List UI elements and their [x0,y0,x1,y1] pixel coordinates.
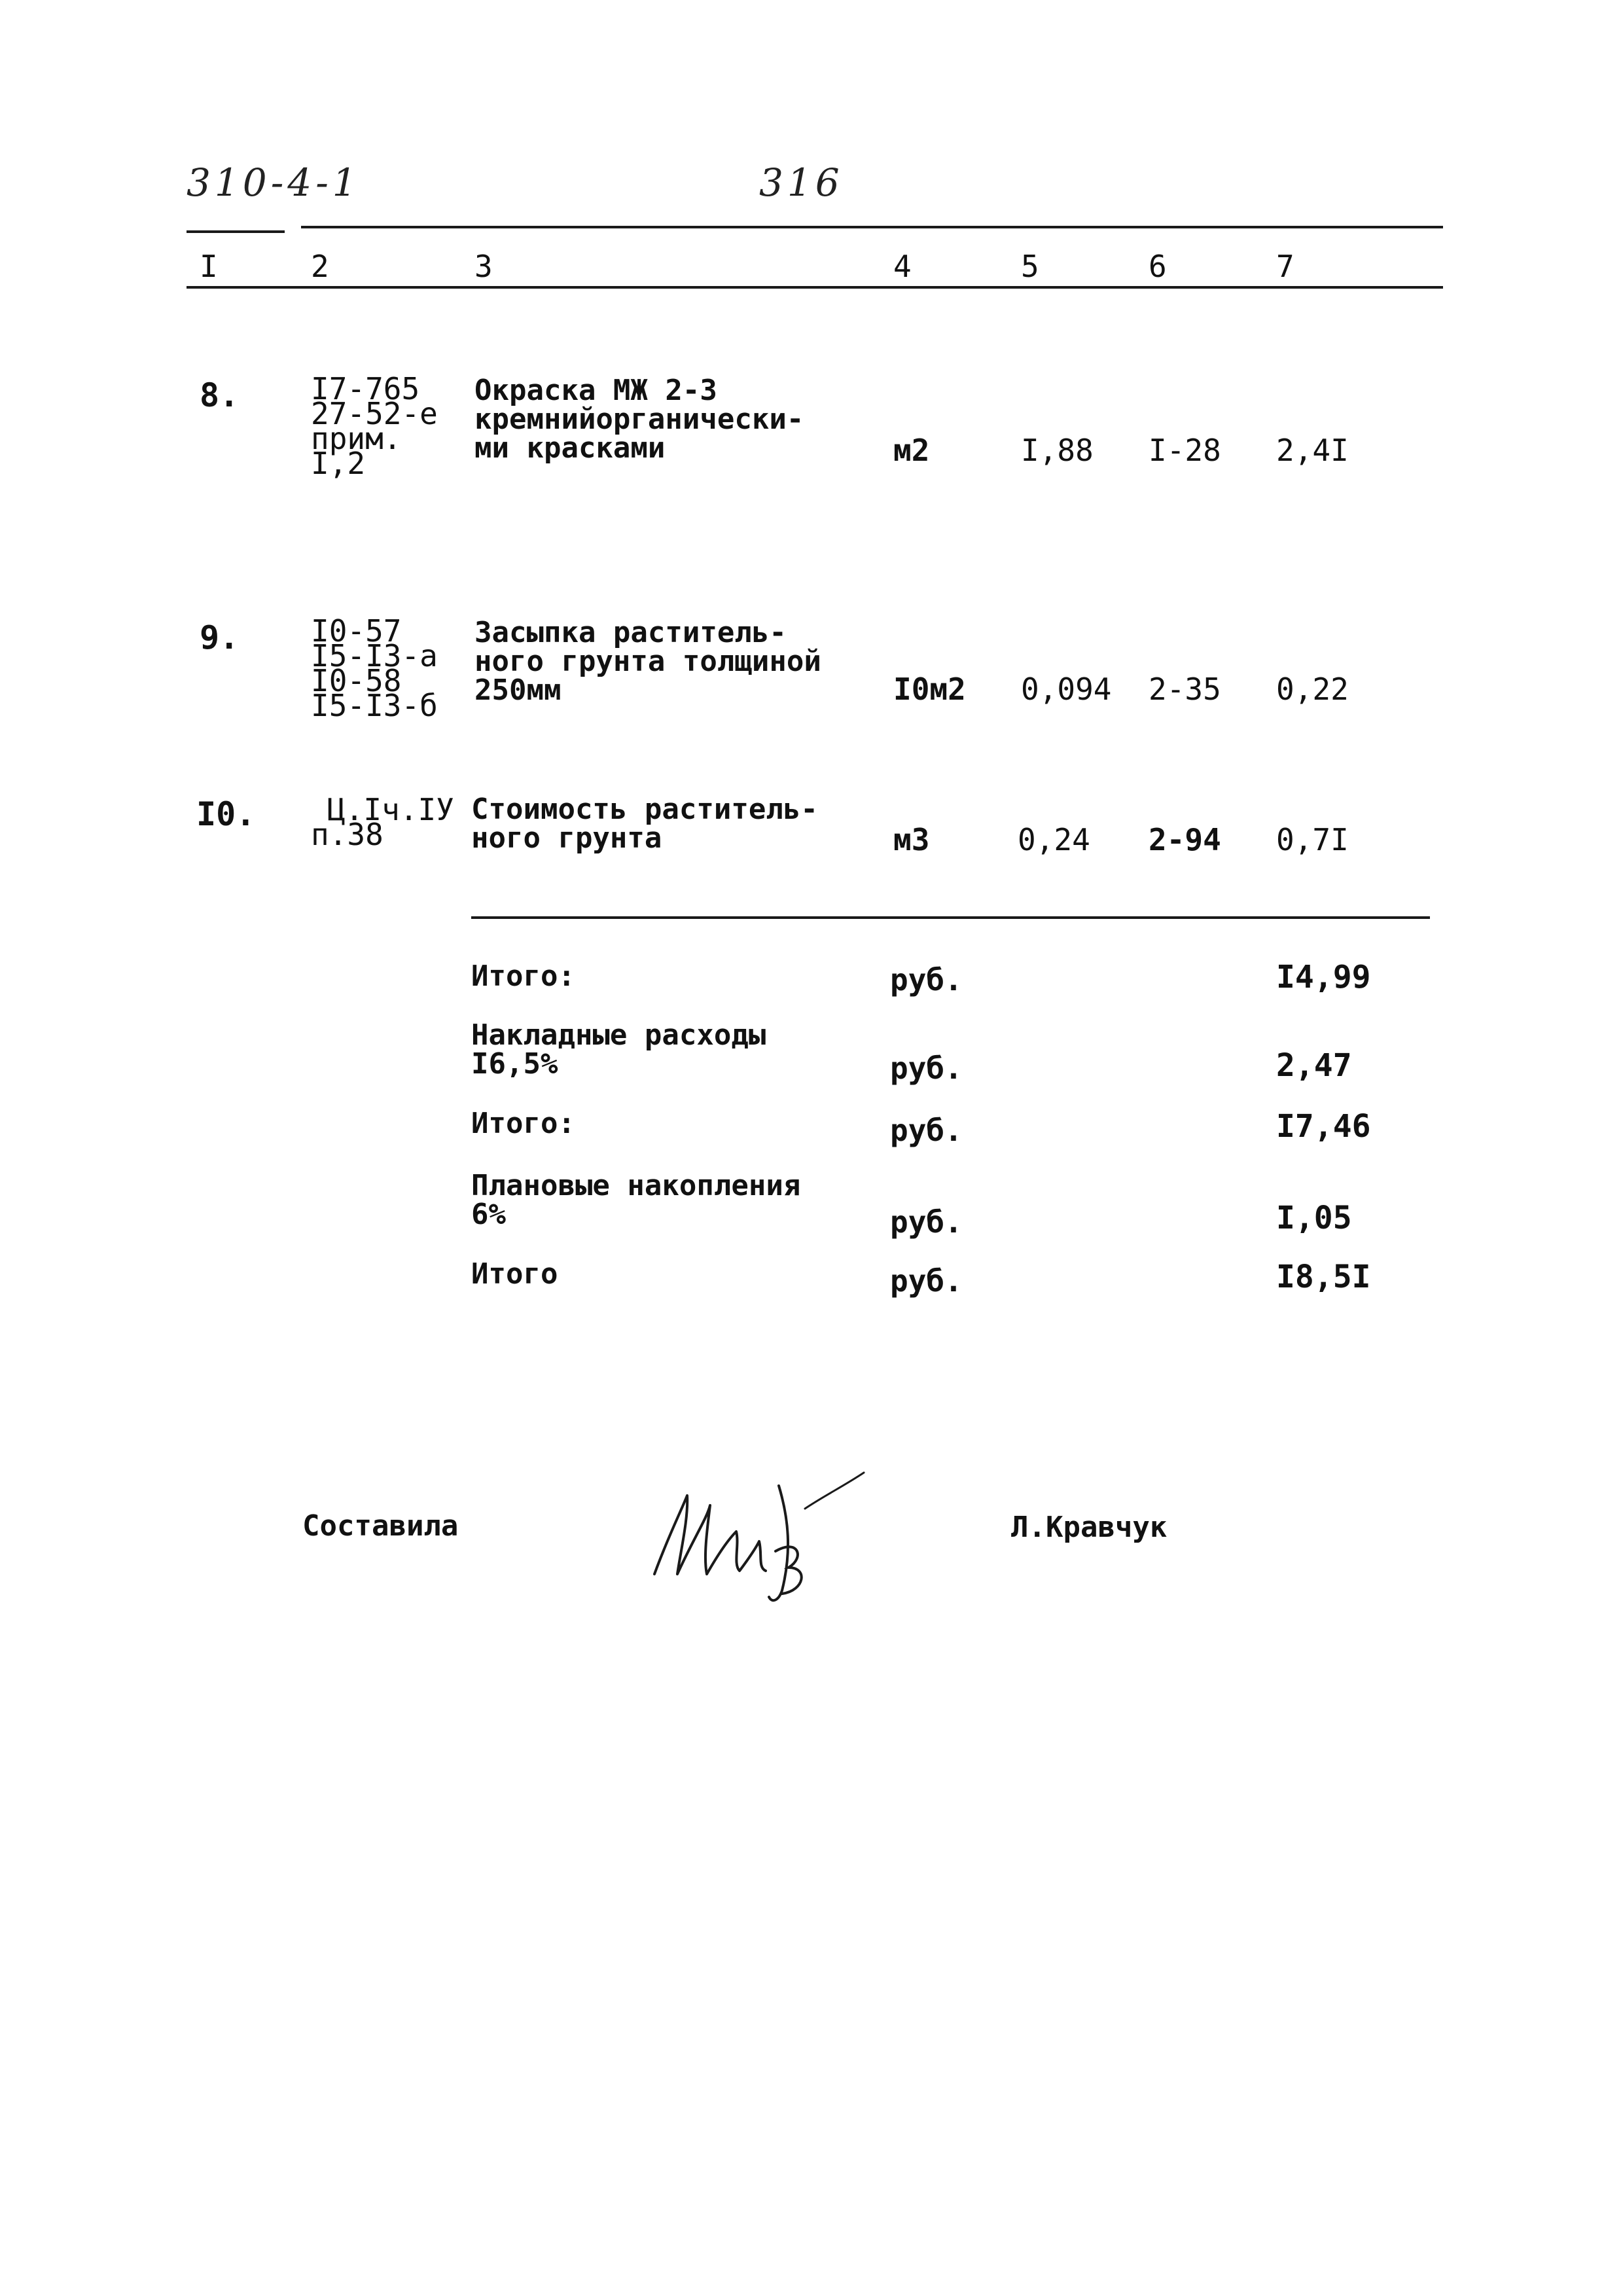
description-line: Окраска МЖ 2-3 [474,374,717,407]
summary-unit: руб. [890,1204,963,1240]
summary-value: 2,47 [1276,1047,1352,1084]
summary-unit: руб. [890,1050,963,1086]
author-name: Л.Кравчук [1011,1511,1168,1544]
totals-separator [471,916,1430,919]
reference-line: п.38 [311,817,383,852]
summary-unit: руб. [890,1113,963,1148]
column-header-4: 4 [893,249,912,284]
description-line: 250мм [474,673,562,707]
summary-label-line: Накладные расходы [471,1018,766,1052]
row-unit-price: 2-94 [1149,822,1221,857]
row-description [474,616,821,707]
header-rule-bottom [187,286,1443,289]
row-quantity: 0,24 [1018,822,1090,857]
summary-value: I4,99 [1276,959,1371,996]
description-line: ного грунта толщиной [474,645,821,678]
description-line: ного грунта [471,821,662,855]
reference-line: Ц.Iч.IУ [327,792,454,827]
handwritten-signature [641,1460,877,1610]
summary-label [471,1018,766,1081]
reference-line: 27-52-е [311,396,438,431]
summary-unit: руб. [890,1263,963,1299]
reference-line: I,2 [311,446,366,481]
description-line: ми красками [474,431,666,465]
header-rule-top [301,226,1443,228]
summary-value: I8,5I [1276,1259,1371,1295]
reference-line: I0-58 [311,663,402,698]
row-number: I0. [196,795,256,833]
row-total: 2,4I [1276,433,1349,468]
row-total: 0,7I [1276,822,1349,857]
row-reference [311,371,438,481]
row-number: 8. [200,376,240,414]
summary-label-line: I6,5% [471,1047,558,1081]
row-unit-price: I-28 [1149,433,1221,468]
summary-value: I,05 [1276,1200,1352,1236]
summary-label: Итого: [471,1107,575,1140]
column-header-7: 7 [1276,249,1294,284]
reference-line: I0-57 [311,613,402,649]
header-rule-left [187,230,285,233]
column-header-3: 3 [474,249,493,284]
summary-unit: руб. [890,962,963,997]
row-total: 0,22 [1276,672,1349,707]
row-unit: I0м2 [893,672,966,707]
description-line: кремнийорганически- [474,403,804,436]
row-description [474,376,804,463]
doc-code: 310-4-1 [187,160,361,205]
row-number: 9. [200,619,240,656]
summary-label [471,1169,801,1231]
page-number: 316 [759,160,844,205]
row-quantity: I,88 [1021,433,1094,468]
summary-label: Итого: [471,960,575,993]
column-header-5: 5 [1021,249,1039,284]
row-reference [311,613,438,723]
row-description [471,795,818,853]
row-reference [311,792,454,852]
row-unit: м2 [893,433,930,468]
column-header-6: 6 [1149,249,1167,284]
reference-line: I5-I3-а [311,638,438,673]
reference-line: I7-765 [311,371,420,406]
description-line: Стоимость раститель- [471,793,818,826]
row-unit-price: 2-35 [1149,672,1221,707]
column-header-2: 2 [311,249,329,284]
summary-label-line: Плановые накопления [471,1169,801,1202]
description-line: Засыпка раститель- [474,616,787,649]
row-unit: м3 [893,822,930,857]
compiled-by-label: Составила [302,1509,459,1543]
column-header-1: I [200,249,218,284]
reference-line: прим. [311,421,402,456]
row-quantity: 0,094 [1021,672,1112,707]
summary-value: I7,46 [1276,1108,1371,1145]
reference-line: I5-I3-б [311,688,438,723]
summary-label-line: 6% [471,1198,506,1231]
summary-label: Итого [471,1257,558,1291]
